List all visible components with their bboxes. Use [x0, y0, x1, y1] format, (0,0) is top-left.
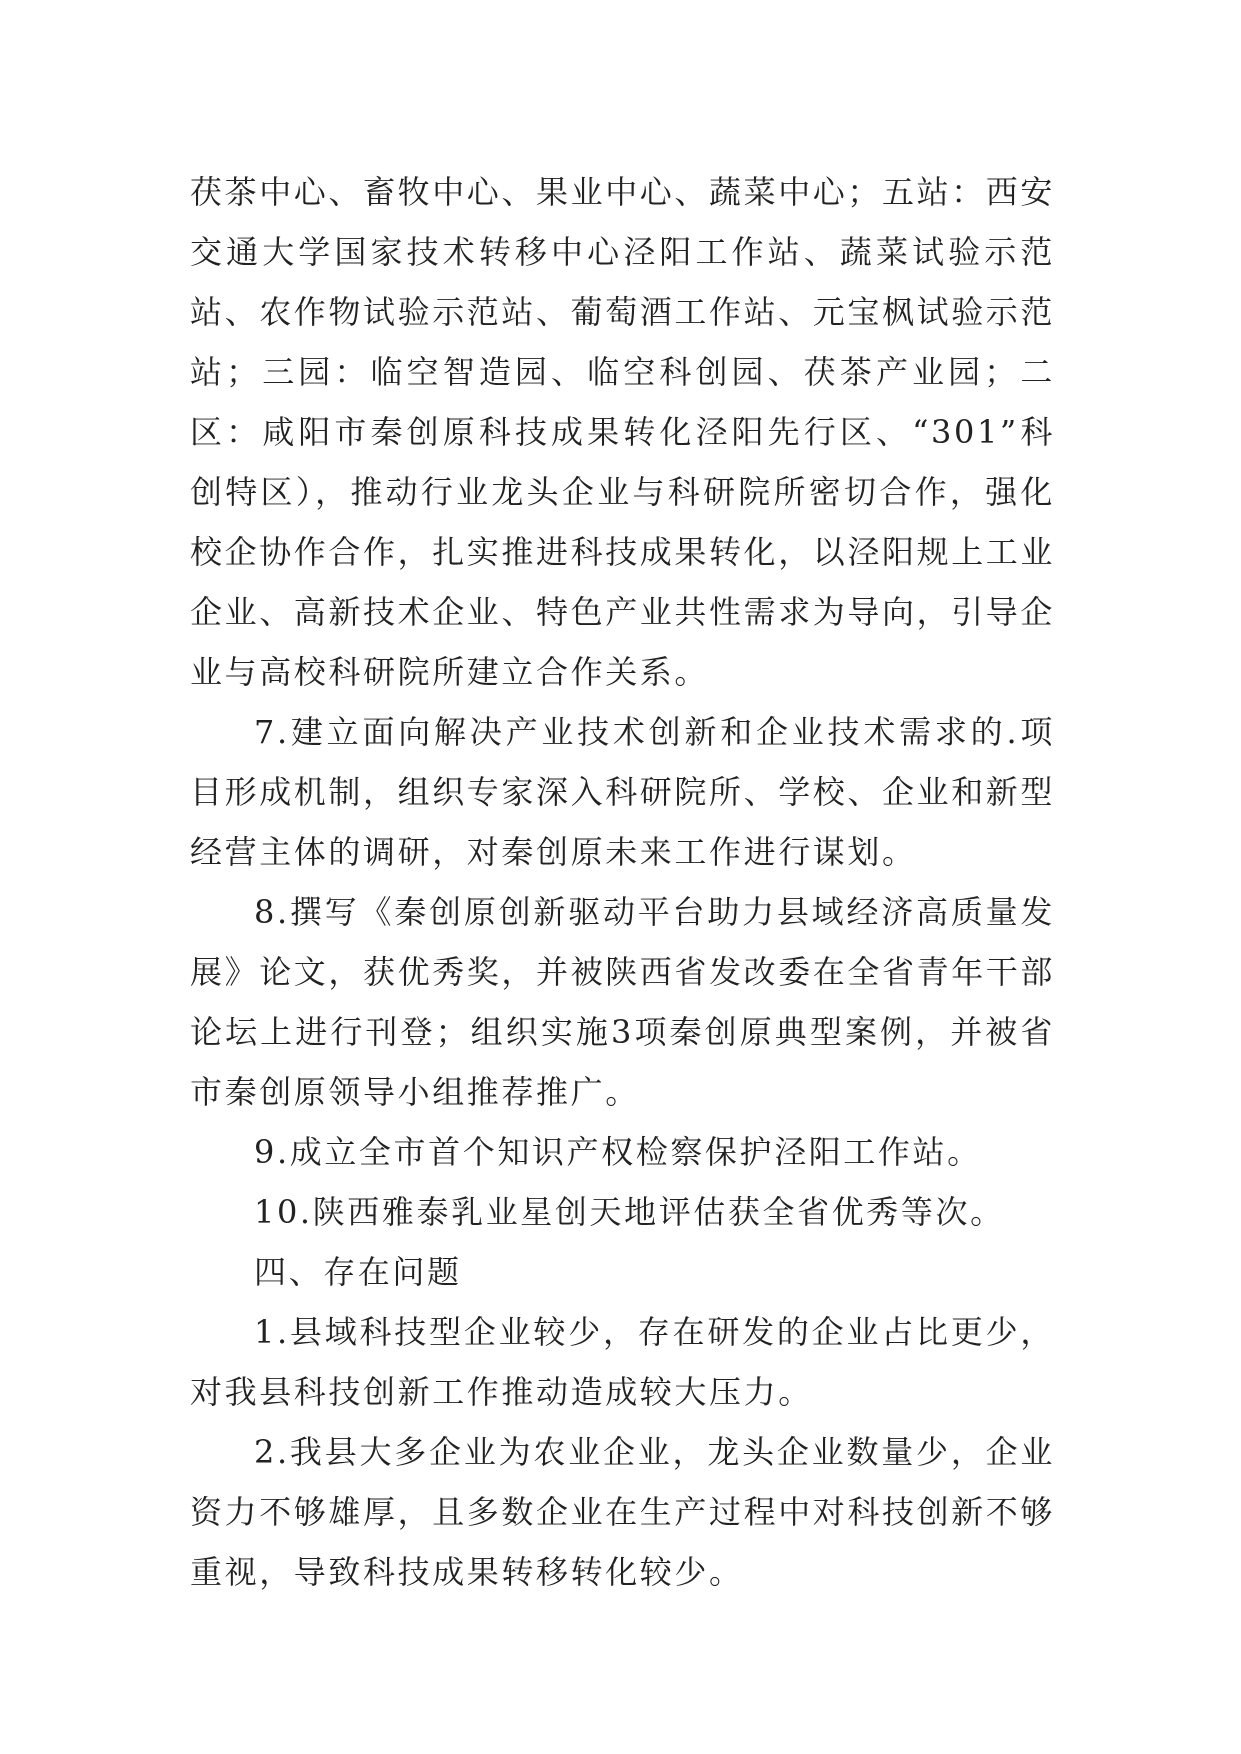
paragraph-item-8: 8.撰写《秦创原创新驱动平台助力县域经济高质量发展》论文，获优秀奖，并被陕西省发改委在全省青年干部论坛上进行刊登；组织实施3项秦创原典型案例，并被省市秦创原领导小组推荐推广。 [190, 893, 1056, 1111]
paragraph-item-7: 7.建立面向解决产业技术创新和企业技术需求的.项目形成机制，组织专家深入科研院所、学校、企业和新型经营主体的调研，对秦创原未来工作进行谋划。 [190, 713, 1056, 871]
paragraph-continuation: 茯茶中心、畜牧中心、果业中心、蔬菜中心；五站：西安交通大学国家技术转移中心泾阳工作站、蔬菜试验示范站、农作物试验示范站、葡萄酒工作站、元宝枫试验示范站；三园：临空智造园、临空科创园、茯茶产业园；二区：咸阳市秦创原科技成果转化泾阳先行区、“301”科创特区），推动行业龙头企业与科研院所密切合作，强化校企协作合作，扎实推进科技成果转化，以泾阳规上工业企业、高新技术企业、特色产业共性需求为导向，引导企业与高校科研院所建立合作关系。 [190, 173, 1056, 691]
paragraph-item-9: 9.成立全市首个知识产权检察保护泾阳工作站。 [254, 1133, 982, 1171]
section-heading-problems: 四、存在问题 [254, 1253, 462, 1291]
paragraph-problem-1: 1.县域科技型企业较少，存在研发的企业占比更少，对我县科技创新工作推动造成较大压力。 [190, 1313, 1055, 1411]
paragraph-problem-2: 2.我县大多企业为农业企业，龙头企业数量少，企业资力不够雄厚，且多数企业在生产过程中对科技创新不够重视，导致科技成果转移转化较少。 [190, 1433, 1056, 1591]
document-body [190, 162, 1055, 1602]
paragraph-item-10: 10.陕西雅泰乳业星创天地评估获全省优秀等次。 [254, 1193, 1005, 1231]
